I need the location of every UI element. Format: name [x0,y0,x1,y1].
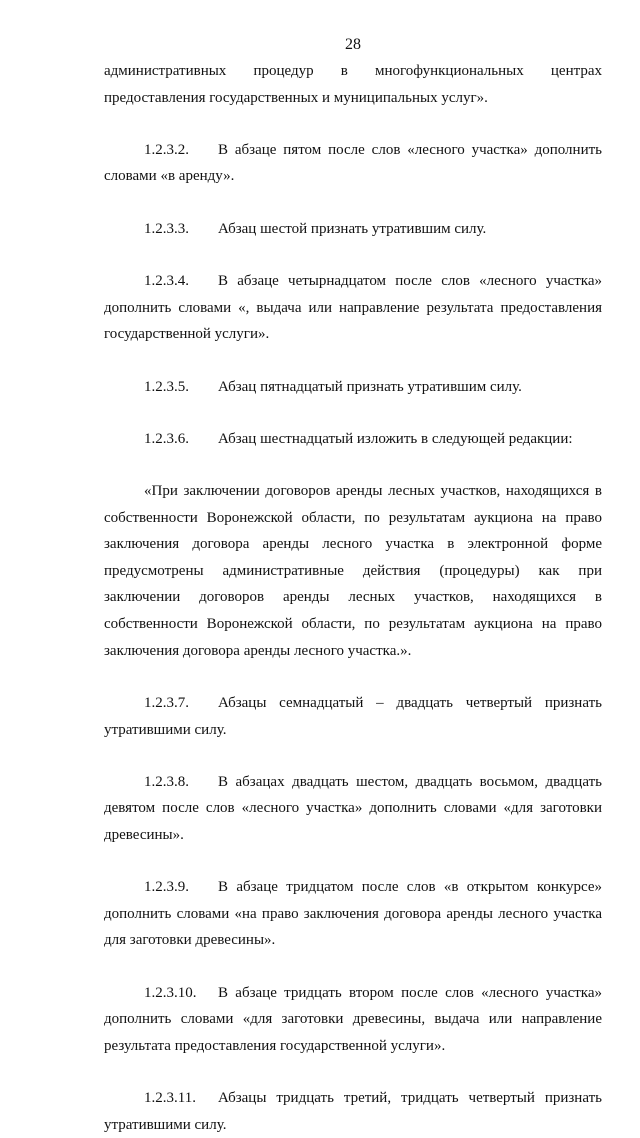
paragraph-gap [104,452,602,478]
text-line: собственности Воронежской области, по результатам аукциона на право [104,616,602,633]
clause-number: 1.2.3.8. [144,773,189,790]
text-line: древесины». [104,826,184,843]
line-text: В абзаце пятом после слов «лесного участка» дополнить [218,141,602,158]
text-line: собственности Воронежской области, по результатам аукциона на право [104,509,602,526]
text-line [104,216,602,243]
text-line: словами «в аренду». [104,168,235,185]
text-line [104,980,602,1007]
text-line: дополнить словами «на право заключения договора аренды лесного участка [104,905,602,922]
paragraph-gap [104,954,602,980]
text-line: заключения договора аренды лесного участка в электронной форме [104,536,602,553]
paragraph [104,426,602,453]
text-line: утратившими силу. [104,721,227,738]
text-line: предусмотрены административные действия (процедуры) как при [104,562,602,579]
paragraph [104,478,602,664]
page-number: 28 [345,36,361,53]
text-line: государственной услуги». [104,326,270,343]
paragraph [104,216,602,243]
text-line [104,874,602,901]
text-line [104,374,602,401]
paragraph [104,137,602,190]
line-text: В абзаце тридцатом после слов «в открытом конкурсе» [218,879,602,896]
text-line [104,268,602,295]
document-body [104,58,602,1138]
paragraph [104,874,602,954]
paragraph-gap [104,664,602,690]
line-text: Абзац шестнадцатый изложить в следующей редакции: [218,430,573,447]
paragraph [104,374,602,401]
paragraph-gap [104,190,602,216]
text-line: административных процедур в многофункциональных центрах [104,63,602,79]
paragraph-gap [104,111,602,137]
clause-number: 1.2.3.5. [144,378,189,395]
text-line: заключения договора аренды лесного участка.». [104,642,412,659]
clause-number: 1.2.3.4. [144,273,189,290]
paragraph-gap [104,849,602,875]
clause-number: 1.2.3.3. [144,220,189,237]
text-line [104,426,602,453]
text-line [104,690,602,717]
text-line: дополнить словами «, выдача или направление результата предоставления [104,299,602,316]
line-text: Абзацы семнадцатый – двадцать четвертый признать [218,694,602,711]
clause-number: 1.2.3.11. [144,1090,196,1107]
text-line [104,137,602,164]
paragraph-gap [104,242,602,268]
text-line: заключении договоров аренды лесных участков, находящихся в [104,589,602,606]
line-text: В абзаце четырнадцатом после слов «лесного участка» [218,273,602,290]
paragraph-gap [104,348,602,374]
paragraph-gap [104,743,602,769]
text-line [104,769,602,796]
text-line: дополнить словами «для заготовки древесины, выдача или направление [104,1011,602,1028]
clause-number: 1.2.3.2. [144,141,189,158]
text-line: «При заключении договоров аренды лесных участков, находящихся в [144,483,602,500]
paragraph [104,980,602,1060]
paragraph [104,58,602,111]
paragraph [104,1085,602,1138]
text-line: девятом после слов «лесного участка» дополнить словами «для заготовки [104,800,602,817]
clause-number: 1.2.3.7. [144,694,189,711]
paragraph [104,268,602,348]
text-line: предоставления государственных и муниципальных услуг». [104,89,488,106]
paragraph-gap [104,400,602,426]
text-line: для заготовки древесины». [104,932,276,949]
clause-number: 1.2.3.6. [144,430,189,447]
text-line: результата предоставления государственной услуги». [104,1037,446,1054]
line-text: Абзац шестой признать утратившим силу. [218,220,487,237]
line-text: В абзаце тридцать втором после слов «лесного участка» [218,984,602,1001]
text-line [104,1085,602,1112]
paragraph [104,769,602,849]
clause-number: 1.2.3.10. [144,984,197,1001]
text-line: утратившими силу. [104,1116,227,1133]
clause-number: 1.2.3.9. [144,879,189,896]
line-text: В абзацах двадцать шестом, двадцать восьмом, двадцать [218,773,602,790]
line-text: Абзацы тридцать третий, тридцать четвертый признать [218,1090,602,1107]
paragraph [104,690,602,743]
line-text: Абзац пятнадцатый признать утратившим силу. [218,378,522,395]
paragraph-gap [104,1060,602,1086]
